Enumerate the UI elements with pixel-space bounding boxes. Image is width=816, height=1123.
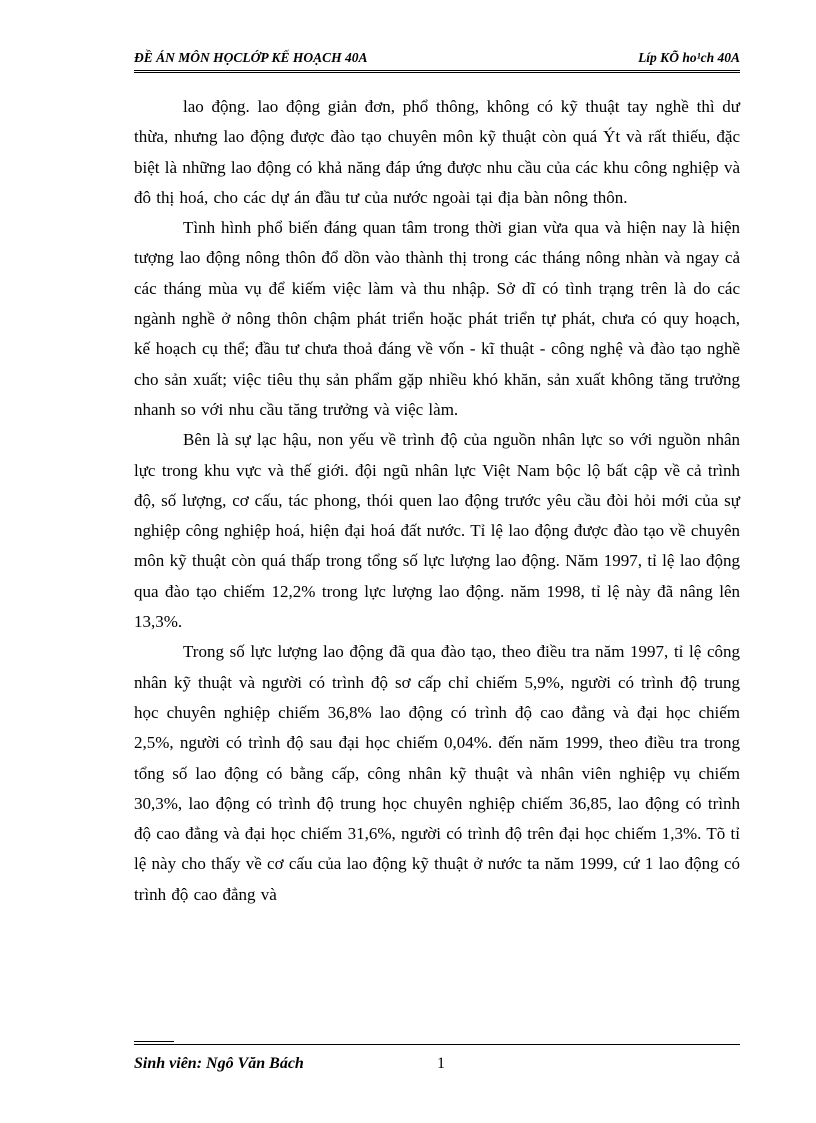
- paragraph: Tình hình phổ biến đáng quan tâm trong thời gian vừa qua và hiện nay là hiện tượng lao động nông thôn đổ dồn vào thành thị trong các tháng nông nhàn và ngay cả các tháng mùa vụ để kiếm việc làm và thu nhập. Sở dĩ có tình trạng trên là do các ngành nghề ở nông thôn chậm phát triển hoặc phát triển tự phát, chưa có quy hoạch, kế hoạch cụ thể; đầu tư chưa thoả đáng về vốn - kĩ thuật - công nghệ và đào tạo nghề cho sản xuất; việc tiêu thụ sản phẩm gặp nhiều khó khăn, sản xuất không tăng trưởng nhanh so với nhu cầu tăng trưởng và việc làm.: [134, 218, 740, 419]
- footer-short-rule: [134, 1041, 174, 1042]
- header-divider: [134, 70, 740, 73]
- header-course-title: ĐỀ ÁN MÔN HỌCLỚP KẾ HOẠCH 40A: [134, 50, 368, 65]
- paragraph: Trong số lực lượng lao động đã qua đào tạo, theo điều tra năm 1997, tỉ lệ công nhân kỹ thuật và người có trình độ sơ cấp chỉ chiếm 5,9%, người có trình độ trung học chuyên nghiệp chiếm 36,8% lao động có trình độ cao đẳng và đại học chiếm 2,5%, người có trình độ sau đại học chiếm 0,04%. đến năm 1999, theo điều tra trong tổng số lao động có bằng cấp, công nhân kỹ thuật và nhân viên nghiệp vụ chiếm 30,3%, lao động có trình độ trung học chuyên nghiệp chiếm 36,85, lao động có trình độ cao đẳng và đại học chiếm 31,6%, người có trình độ trên đại học chiếm 1,3%. Tõ tỉ lệ này cho thấy về cơ cấu của lao động kỹ thuật ở nước ta năm 1999, cứ 1 lao động có trình độ cao đẳng và: [134, 642, 740, 904]
- footer-author: Sinh viên: Ngô Văn Bách: [134, 1055, 304, 1072]
- paragraph: lao động. lao động giản đơn, phổ thông, không có kỹ thuật tay nghề thì dư thừa, nhưng lao động được đào tạo chuyên môn kỹ thuật còn quá Ýt và rất thiếu, đặc biệt là những lao động có khả năng đáp ứng được nhu cầu của các khu công nghiệp và đô thị hoá, cho các dự án đầu tư của nước ngoài tại địa bàn nông thôn.: [134, 97, 740, 207]
- paragraph: Bên là sự lạc hậu, non yếu về trình độ của nguồn nhân lực so với nguồn nhân lực trong khu vực và thế giới. đội ngũ nhân lực Việt Nam bộc lộ bất cập về cả trình độ, số lượng, cơ cấu, tác phong, thói quen lao động trước yêu cầu đòi hỏi mới của sự nghiệp công nghiệp hoá, hiện đại hoá đất nước. Tỉ lệ lao động được đào tạo về chuyên môn kỹ thuật còn quá thấp trong tổng số lực lượng lao động. Năm 1997, tỉ lệ lao động qua đào tạo chiếm 12,2% trong lực lượng lao động. năm 1998, tỉ lệ này đã nâng lên 13,3%.: [134, 430, 740, 632]
- footer-divider: [134, 1044, 740, 1045]
- document-body: [134, 92, 740, 910]
- page-number: 1: [437, 1055, 445, 1072]
- header-class-name: Líp KÕ ho¹ch 40A: [638, 50, 740, 65]
- page-header: [134, 50, 740, 68]
